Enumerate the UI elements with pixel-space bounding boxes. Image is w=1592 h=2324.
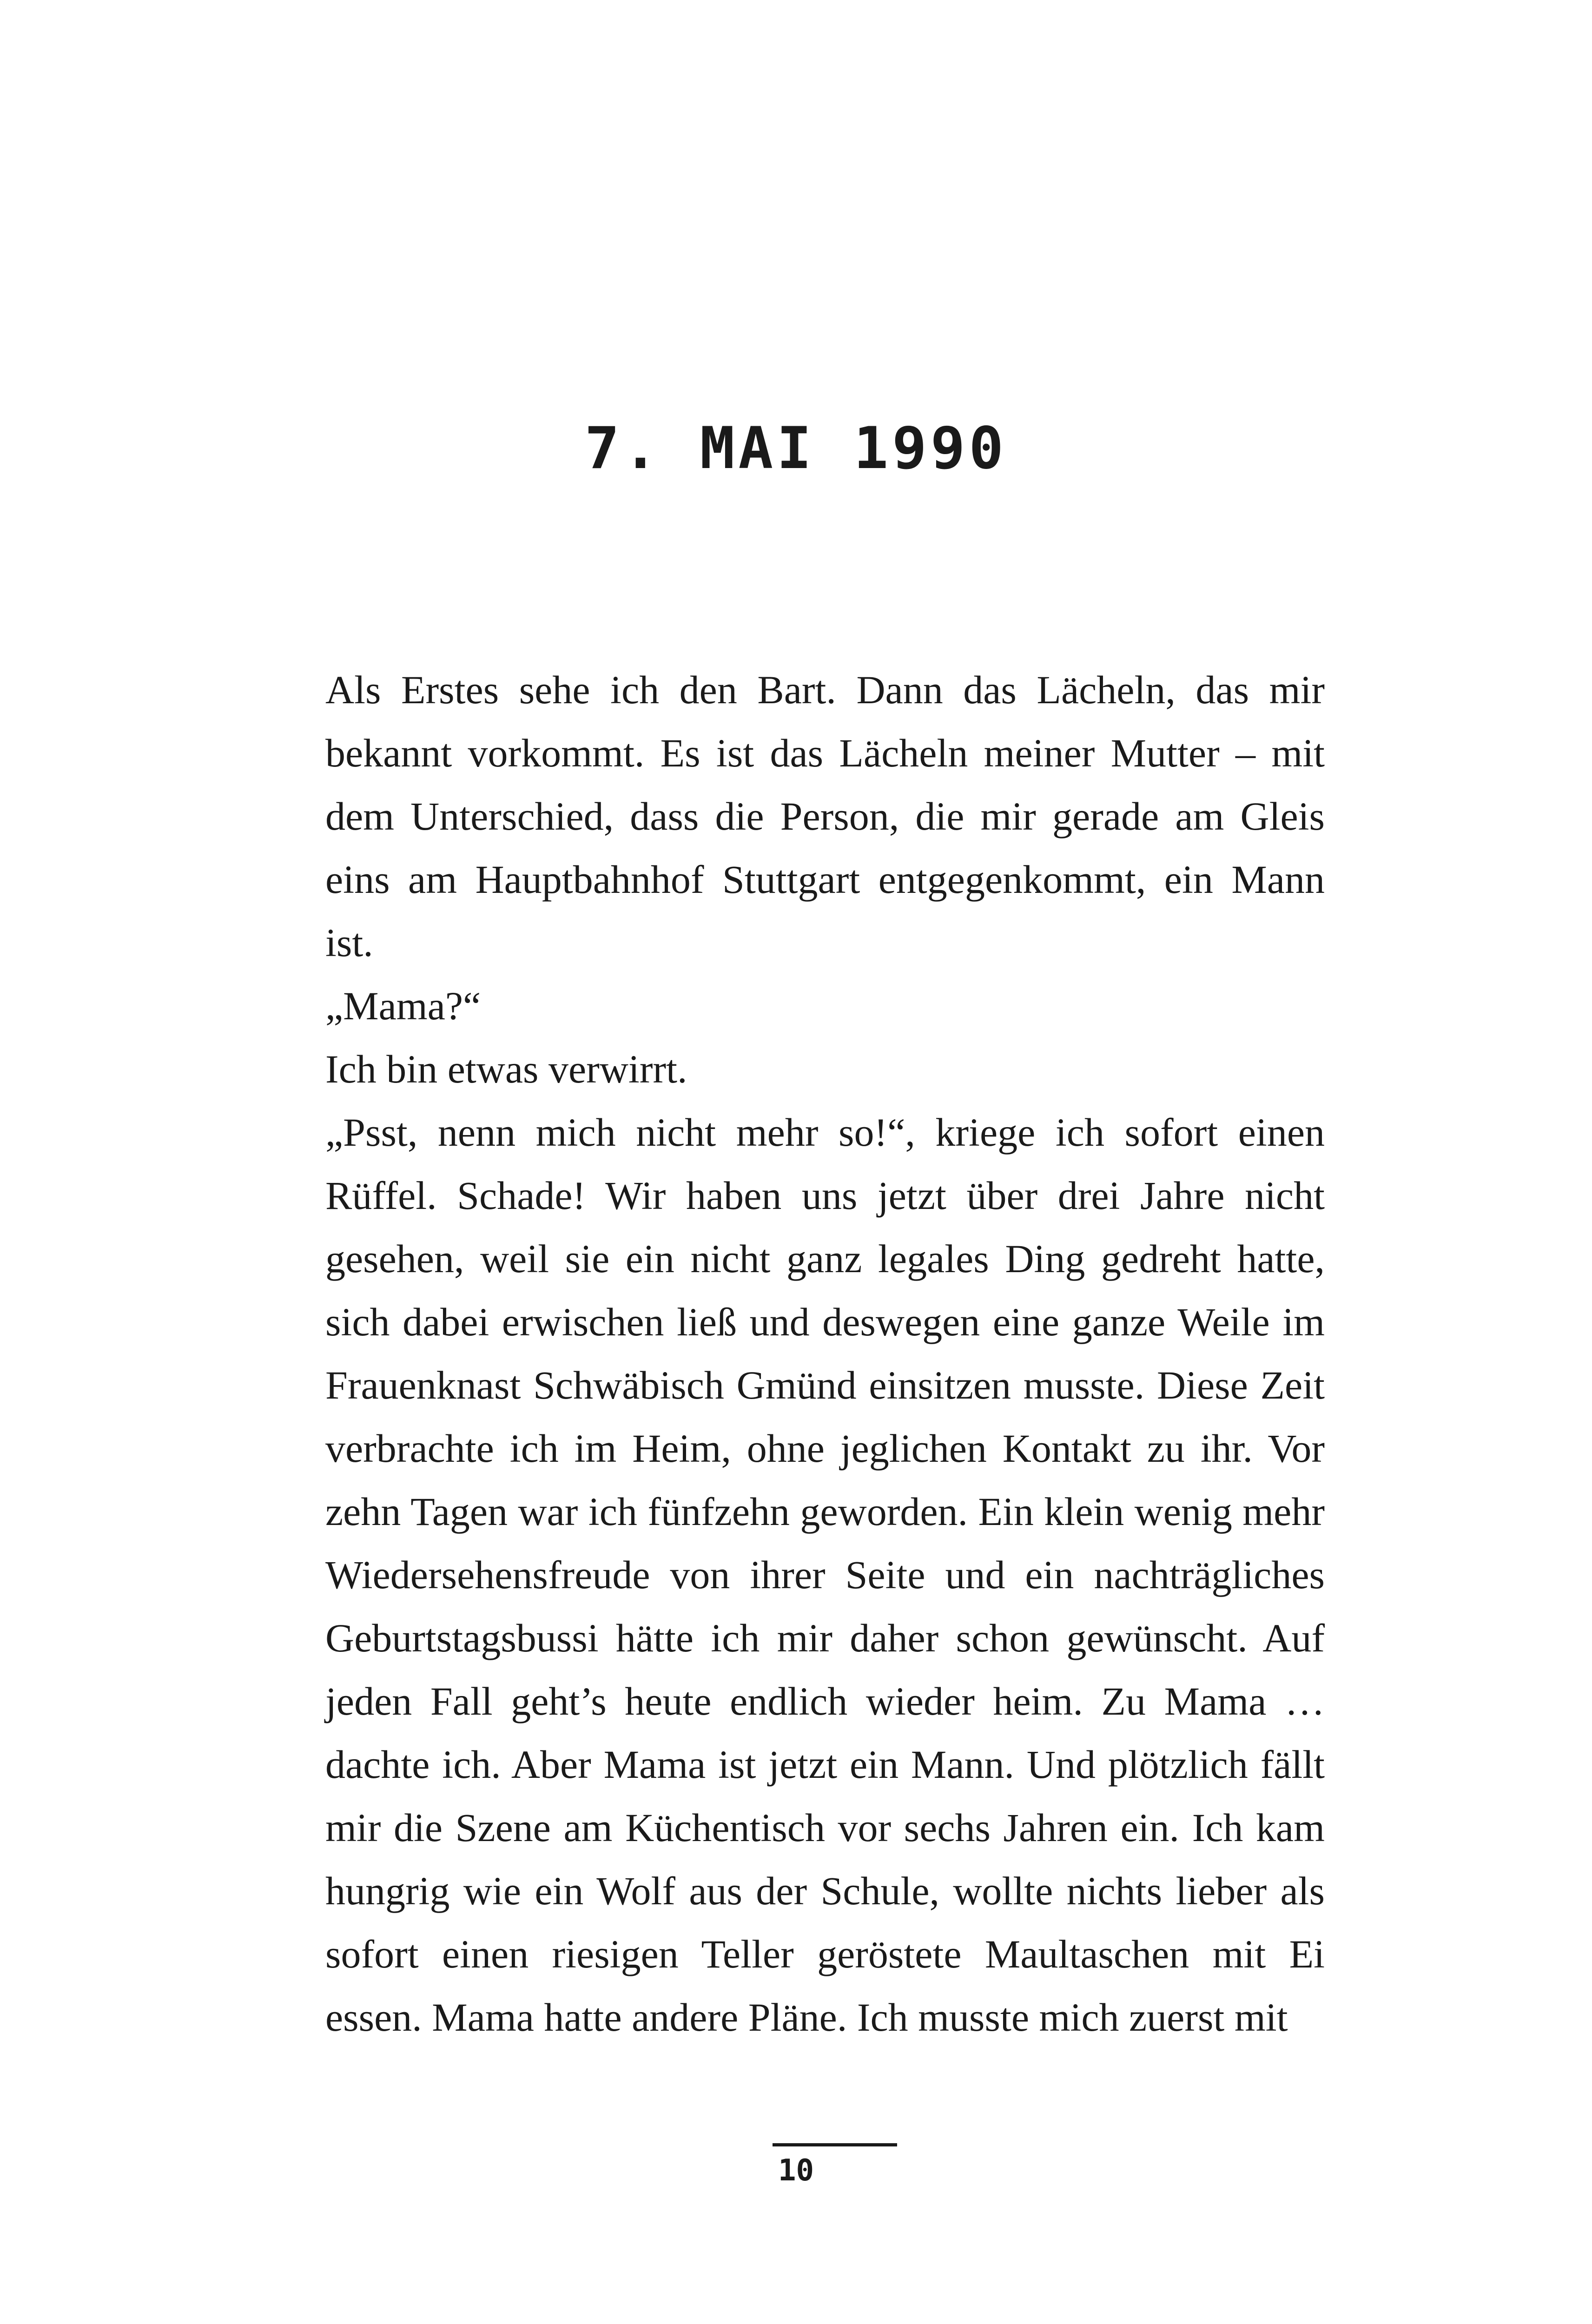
chapter-title: 7. MAI 1990 [584,415,1008,482]
paragraph: „Mama?“ [325,984,481,1028]
page-number: 10 [778,2153,814,2188]
paragraph: Als Erstes sehe ich den Bart. Dann das Lächeln, das mir bekannt vorkommt. Es ist das Lächeln meiner Mutter – mit dem Unterschied, dass die Person, die mir gerade am Gleis eins am Hauptbahnhof Stuttgart entgegenkommt, ein Mann ist. [325,667,1325,965]
chapter-body [325,658,1325,2049]
footer-rule [773,2143,897,2146]
paragraph: Ich bin etwas verwirrt. [325,1047,687,1091]
paragraph: „Psst, nenn mich nicht mehr so!“, kriege ich sofort einen Rüffel. Schade! Wir haben uns jetzt über drei Jahre nicht gesehen, weil sie ein nicht ganz legales Ding gedreht hatte, sich dabei erwischen ließ und deswegen eine ganze Weile im Frauenknast Schwäbisch Gmünd einsitzen musste. Diese Zeit verbrachte ich im Heim, ohne jeglichen Kontakt zu ihr. Vor zehn Tagen war ich fünfzehn geworden. Ein klein wenig mehr Wiedersehensfreude von ihrer Seite und ein nachträgliches Geburtstagsbussi hätte ich mir daher schon gewünscht. Auf jeden Fall geht’s heute endlich wieder heim. Zu Mama … dachte ich. Aber Mama ist jetzt ein Mann. Und plötzlich fällt mir die Szene am Küchentisch vor sechs Jahren ein. Ich kam hungrig wie ein Wolf aus der Schule, wollte nichts lieber als sofort einen riesigen Teller geröstete Maultaschen mit Ei essen. Mama hatte andere Pläne. Ich musste mich zuerst mit [325,1110,1325,2040]
